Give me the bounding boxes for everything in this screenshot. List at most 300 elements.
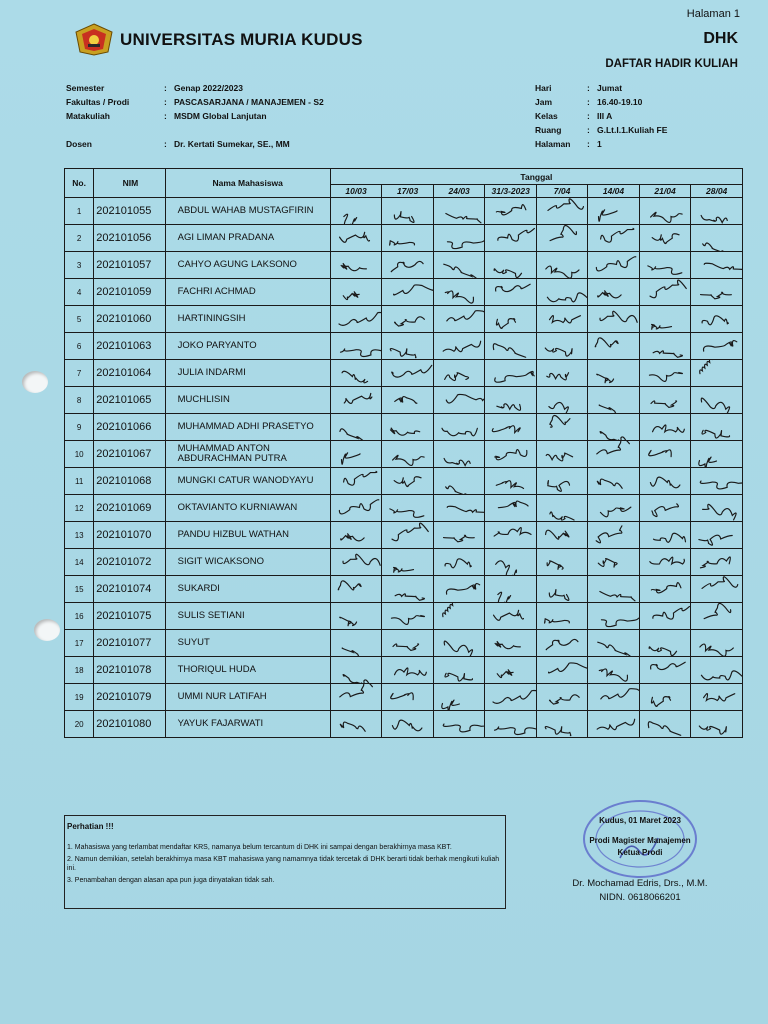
signature-cell: [691, 684, 743, 711]
table-row: [65, 657, 743, 684]
row-number: 16: [65, 603, 94, 630]
signature-cell: [639, 441, 691, 468]
handwritten-signature: [537, 252, 587, 278]
signature-cell: [485, 252, 536, 279]
student-name: MUHAMMAD ANTON ABDURACHMAN PUTRA: [165, 441, 330, 468]
student-nim: 202101064: [94, 360, 165, 387]
handwritten-signature: [485, 684, 535, 710]
signature-cell: [639, 252, 691, 279]
handwritten-signature: [588, 495, 639, 521]
handwritten-signature: [691, 225, 742, 251]
signature-cell: [588, 279, 640, 306]
signature-cell: [536, 468, 587, 495]
date-header-cell: 28/04: [691, 185, 743, 198]
handwritten-signature: [485, 414, 535, 440]
signature-cell: [330, 603, 382, 630]
signature-cell: [485, 387, 536, 414]
handwritten-signature: [691, 522, 742, 548]
handwritten-signature: [434, 252, 485, 278]
signature-cell: [588, 468, 640, 495]
signature-cell: [536, 684, 587, 711]
handwritten-signature: [382, 522, 433, 548]
signature-cell: [588, 333, 640, 360]
student-nim: 202101055: [94, 198, 165, 225]
table-row: [65, 711, 743, 738]
signature-cell: [691, 387, 743, 414]
info-row: Halaman : 1: [535, 139, 602, 149]
signature-cell: [433, 684, 485, 711]
signature-cell: [330, 522, 382, 549]
handwritten-signature: [691, 576, 742, 602]
handwritten-signature: [434, 495, 485, 521]
signature-cell: [588, 225, 640, 252]
signature-cell: [588, 522, 640, 549]
handwritten-signature: [537, 414, 587, 440]
signature-cell: [536, 441, 587, 468]
handwritten-signature: [382, 684, 433, 710]
university-name: UNIVERSITAS MURIA KUDUS: [120, 30, 363, 49]
handwritten-signature: [382, 441, 433, 467]
student-name: JOKO PARYANTO: [165, 333, 330, 360]
punch-hole: [22, 371, 48, 393]
handwritten-signature: [691, 549, 742, 575]
handwritten-signature: [382, 630, 433, 656]
table-row: [65, 522, 743, 549]
signature-cell: [639, 549, 691, 576]
signature-cell: [691, 198, 743, 225]
signature-cell: [588, 630, 640, 657]
student-nim: 202101072: [94, 549, 165, 576]
signer-nidn: NIDN. 0618066201: [599, 892, 681, 903]
handwritten-signature: [382, 603, 433, 629]
handwritten-signature: [485, 603, 535, 629]
signature-cell: [330, 279, 382, 306]
handwritten-signature: [382, 225, 433, 251]
handwritten-signature: [331, 684, 382, 710]
date-header-cell: 24/03: [433, 185, 485, 198]
student-name: UMMI NUR LATIFAH: [165, 684, 330, 711]
signature-cell: [639, 630, 691, 657]
signature-cell: [536, 360, 587, 387]
signer-role: Ketua Prodi: [617, 848, 663, 857]
signature-cell: [536, 225, 587, 252]
punch-hole: [34, 619, 60, 641]
signature-cell: [639, 657, 691, 684]
handwritten-signature: [331, 198, 382, 224]
handwritten-signature: [434, 333, 485, 359]
handwritten-signature: [331, 414, 382, 440]
handwritten-signature: [537, 657, 587, 683]
signature-cell: [639, 684, 691, 711]
signature-cell: [536, 387, 587, 414]
student-nim: 202101075: [94, 603, 165, 630]
signature-cell: [588, 576, 640, 603]
handwritten-signature: [640, 468, 691, 494]
table-row: [65, 468, 743, 495]
handwritten-signature: [640, 252, 691, 278]
signature-cell: [588, 252, 640, 279]
header-no: No.: [65, 169, 94, 198]
signature-cell: [330, 684, 382, 711]
row-number: 3: [65, 252, 94, 279]
row-number: 2: [65, 225, 94, 252]
signature-cell: [382, 414, 434, 441]
notice-box: [64, 815, 506, 909]
signature-cell: [639, 522, 691, 549]
handwritten-signature: [640, 684, 691, 710]
handwritten-signature: [691, 441, 742, 467]
handwritten-signature: [434, 576, 485, 602]
handwritten-signature: [537, 441, 587, 467]
table-row: [65, 495, 743, 522]
signature-cell: [433, 522, 485, 549]
info-row: Hari : Jumat: [535, 83, 623, 93]
student-nim: 202101079: [94, 684, 165, 711]
student-nim: 202101070: [94, 522, 165, 549]
row-number: 17: [65, 630, 94, 657]
student-name: OKTAVIANTO KURNIAWAN: [165, 495, 330, 522]
handwritten-signature: [588, 225, 639, 251]
handwritten-signature: [382, 198, 433, 224]
handwritten-signature: [537, 360, 587, 386]
signature-cell: [433, 495, 485, 522]
signature-cell: [588, 657, 640, 684]
signature-cell: [485, 603, 536, 630]
student-nim: 202101059: [94, 279, 165, 306]
handwritten-signature: [537, 468, 587, 494]
handwritten-signature: [331, 360, 382, 386]
handwritten-signature: [382, 306, 433, 332]
row-number: 4: [65, 279, 94, 306]
signature-cell: [433, 603, 485, 630]
signature-cell: [639, 414, 691, 441]
handwritten-signature: [434, 657, 485, 683]
signature-cell: [433, 549, 485, 576]
handwritten-signature: [588, 522, 639, 548]
signature-cell: [691, 333, 743, 360]
signature-cell: [691, 252, 743, 279]
signature-cell: [691, 630, 743, 657]
student-name: CAHYO AGUNG LAKSONO: [165, 252, 330, 279]
signature-cell: [639, 468, 691, 495]
header-nim: NIM: [94, 169, 165, 198]
student-name: YAYUK FAJARWATI: [165, 711, 330, 738]
signature-cell: [382, 603, 434, 630]
handwritten-signature: [331, 630, 382, 656]
signature-cell: [536, 252, 587, 279]
table-row: [65, 225, 743, 252]
handwritten-signature: [485, 549, 535, 575]
handwritten-signature: [331, 279, 382, 305]
student-name: HARTININGSIH: [165, 306, 330, 333]
handwritten-signature: [331, 252, 382, 278]
signature-cell: [330, 549, 382, 576]
handwritten-signature: [640, 306, 691, 332]
table-row: [65, 252, 743, 279]
signature-cell: [330, 711, 382, 738]
handwritten-signature: [691, 630, 742, 656]
student-name: MUNGKI CATUR WANODYAYU: [165, 468, 330, 495]
signature-cell: [691, 414, 743, 441]
signature-cell: [433, 630, 485, 657]
handwritten-signature: [485, 468, 535, 494]
info-row: Dosen : Dr. Kertati Sumekar, SE., MM: [66, 139, 290, 149]
student-nim: 202101078: [94, 657, 165, 684]
signature-cell: [485, 711, 536, 738]
notice-title: Perhatian !!!: [67, 822, 114, 831]
handwritten-signature: [537, 549, 587, 575]
handwritten-signature: [691, 414, 742, 440]
handwritten-signature: [640, 711, 691, 737]
document-title: DAFTAR HADIR KULIAH: [605, 58, 738, 70]
row-number: 20: [65, 711, 94, 738]
signature-cell: [330, 630, 382, 657]
handwritten-signature: [434, 387, 485, 413]
row-number: 6: [65, 333, 94, 360]
signature-cell: [691, 603, 743, 630]
handwritten-signature: [434, 360, 485, 386]
date-header-cell: 7/04: [536, 185, 587, 198]
handwritten-signature: [588, 657, 639, 683]
signature-cell: [691, 576, 743, 603]
student-nim: 202101080: [94, 711, 165, 738]
signature-cell: [433, 198, 485, 225]
handwritten-signature: [485, 522, 535, 548]
signature-cell: [382, 279, 434, 306]
signature-cell: [588, 198, 640, 225]
table-row: [65, 630, 743, 657]
signature-cell: [536, 657, 587, 684]
course-info-right: [535, 81, 667, 151]
signature-cell: [588, 441, 640, 468]
signature-cell: [433, 306, 485, 333]
student-nim: 202101077: [94, 630, 165, 657]
student-name: SIGIT WICAKSONO: [165, 549, 330, 576]
table-row: [65, 576, 743, 603]
handwritten-signature: [640, 657, 691, 683]
signature-cell: [433, 360, 485, 387]
signature-cell: [639, 198, 691, 225]
row-number: 14: [65, 549, 94, 576]
row-number: 19: [65, 684, 94, 711]
info-row: Ruang : G.Lt.I.1.Kuliah FE: [535, 125, 668, 135]
handwritten-signature: [640, 360, 691, 386]
row-number: 13: [65, 522, 94, 549]
handwritten-signature: [691, 684, 742, 710]
signature-cell: [485, 495, 536, 522]
course-info-left: [66, 81, 324, 151]
handwritten-signature: [382, 495, 433, 521]
handwritten-signature: [434, 225, 485, 251]
info-row: Semester : Genap 2022/2023: [66, 83, 243, 93]
handwritten-signature: [485, 441, 535, 467]
handwritten-signature: [331, 333, 382, 359]
handwritten-signature: [588, 387, 639, 413]
handwritten-signature: [537, 198, 587, 224]
handwritten-signature: [691, 603, 742, 629]
handwritten-signature: [485, 198, 535, 224]
attendance-table: [64, 168, 743, 738]
signature-cell: [485, 441, 536, 468]
student-name: MUHAMMAD ADHI PRASETYO: [165, 414, 330, 441]
handwritten-signature: [640, 441, 691, 467]
handwritten-signature: [331, 522, 382, 548]
signature-cell: [588, 684, 640, 711]
date-header-cell: 21/04: [639, 185, 691, 198]
handwritten-signature: [382, 657, 433, 683]
signature-cell: [588, 549, 640, 576]
student-nim: 202101068: [94, 468, 165, 495]
row-number: 11: [65, 468, 94, 495]
student-name: JULIA INDARMI: [165, 360, 330, 387]
signature-cell: [588, 360, 640, 387]
handwritten-signature: [382, 711, 433, 737]
handwritten-signature: [588, 684, 639, 710]
handwritten-signature: [537, 387, 587, 413]
signature-cell: [330, 576, 382, 603]
handwritten-signature: [434, 198, 485, 224]
signature-cell: [588, 306, 640, 333]
handwritten-signature: [691, 495, 742, 521]
handwritten-signature: [434, 468, 485, 494]
handwritten-signature: [485, 333, 535, 359]
handwritten-signature: [588, 198, 639, 224]
signature-cell: [433, 711, 485, 738]
notice-item: 3. Penambahan dengan alasan apa pun juga dinyatakan tidak sah.: [67, 877, 275, 884]
signer-name: Dr. Mochamad Edris, Drs., M.M.: [572, 878, 708, 889]
handwritten-signature: [588, 630, 639, 656]
signature-cell: [330, 198, 382, 225]
signature-cell: [330, 495, 382, 522]
handwritten-signature: [434, 441, 485, 467]
handwritten-signature: [537, 522, 587, 548]
document-code: DHK: [703, 30, 738, 47]
signature-cell: [588, 387, 640, 414]
student-nim: 202101063: [94, 333, 165, 360]
handwritten-signature: [588, 441, 639, 467]
handwritten-signature: [691, 468, 742, 494]
header-name: Nama Mahasiswa: [165, 169, 330, 198]
signature-cell: [382, 549, 434, 576]
row-number: 9: [65, 414, 94, 441]
unit-name: Prodi Magister Manajemen: [589, 836, 691, 845]
handwritten-signature: [640, 630, 691, 656]
student-nim: 202101056: [94, 225, 165, 252]
handwritten-signature: [640, 198, 691, 224]
handwritten-signature: [537, 711, 587, 737]
handwritten-signature: [485, 279, 535, 305]
signature-cell: [485, 306, 536, 333]
handwritten-signature: [382, 387, 433, 413]
date-header-cell: 14/04: [588, 185, 640, 198]
handwritten-signature: [537, 306, 587, 332]
handwritten-signature: [588, 549, 639, 575]
signature-cell: [382, 360, 434, 387]
student-name: MUCHLISIN: [165, 387, 330, 414]
student-nim: 202101069: [94, 495, 165, 522]
university-logo-icon: [74, 22, 114, 56]
signature-cell: [382, 684, 434, 711]
handwritten-signature: [434, 522, 485, 548]
signature-cell: [588, 495, 640, 522]
student-nim: 202101060: [94, 306, 165, 333]
signature-cell: [382, 468, 434, 495]
handwritten-signature: [434, 306, 485, 332]
handwritten-signature: [588, 306, 639, 332]
signature-cell: [433, 252, 485, 279]
student-name: FACHRI ACHMAD: [165, 279, 330, 306]
handwritten-signature: [485, 576, 535, 602]
handwritten-signature: [537, 630, 587, 656]
handwritten-signature: [691, 333, 742, 359]
signature-cell: [382, 711, 434, 738]
handwritten-signature: [537, 603, 587, 629]
signature-cell: [588, 414, 640, 441]
handwritten-signature: [331, 711, 382, 737]
signature-cell: [639, 576, 691, 603]
row-number: 18: [65, 657, 94, 684]
handwritten-signature: [434, 603, 485, 629]
handwritten-signature: [691, 252, 742, 278]
signature-cell: [330, 360, 382, 387]
handwritten-signature: [537, 495, 587, 521]
signature-cell: [691, 360, 743, 387]
signature-cell: [485, 360, 536, 387]
handwritten-signature: [434, 549, 485, 575]
signature-cell: [485, 657, 536, 684]
signature-cell: [691, 306, 743, 333]
signature-cell: [485, 198, 536, 225]
handwritten-signature: [691, 279, 742, 305]
handwritten-signature: [382, 279, 433, 305]
handwritten-signature: [382, 360, 433, 386]
handwritten-signature: [485, 630, 535, 656]
page-number-label: Halaman 1: [686, 8, 740, 20]
handwritten-signature: [331, 468, 382, 494]
signature-block: [540, 815, 740, 859]
handwritten-signature: [691, 198, 742, 224]
signature-cell: [588, 603, 640, 630]
signature-cell: [382, 306, 434, 333]
handwritten-signature: [640, 387, 691, 413]
handwritten-signature: [588, 252, 639, 278]
handwritten-signature: [588, 711, 639, 737]
handwritten-signature: [485, 711, 535, 737]
signature-cell: [382, 576, 434, 603]
signature-cell: [485, 333, 536, 360]
row-number: 15: [65, 576, 94, 603]
handwritten-signature: [640, 549, 691, 575]
info-row: Kelas : III A: [535, 111, 613, 121]
handwritten-signature: [485, 387, 535, 413]
signature-cell: [382, 252, 434, 279]
handwritten-signature: [588, 414, 639, 440]
handwritten-signature: [640, 414, 691, 440]
signature-cell: [536, 711, 587, 738]
signature-cell: [536, 333, 587, 360]
handwritten-signature: [691, 657, 742, 683]
table-row: [65, 198, 743, 225]
signature-cell: [485, 225, 536, 252]
signature-cell: [382, 630, 434, 657]
table-row: [65, 387, 743, 414]
student-name: SUYUT: [165, 630, 330, 657]
signature-cell: [691, 549, 743, 576]
signature-cell: [691, 711, 743, 738]
signature-cell: [639, 306, 691, 333]
signature-cell: [536, 279, 587, 306]
notice-item: 2. Namun demikian, setelah berakhirnya masa KBT mahasiswa yang namamnya tidak tercetak di DHK berarti tidak berhak mengikuti kuliah ini.: [67, 856, 500, 872]
